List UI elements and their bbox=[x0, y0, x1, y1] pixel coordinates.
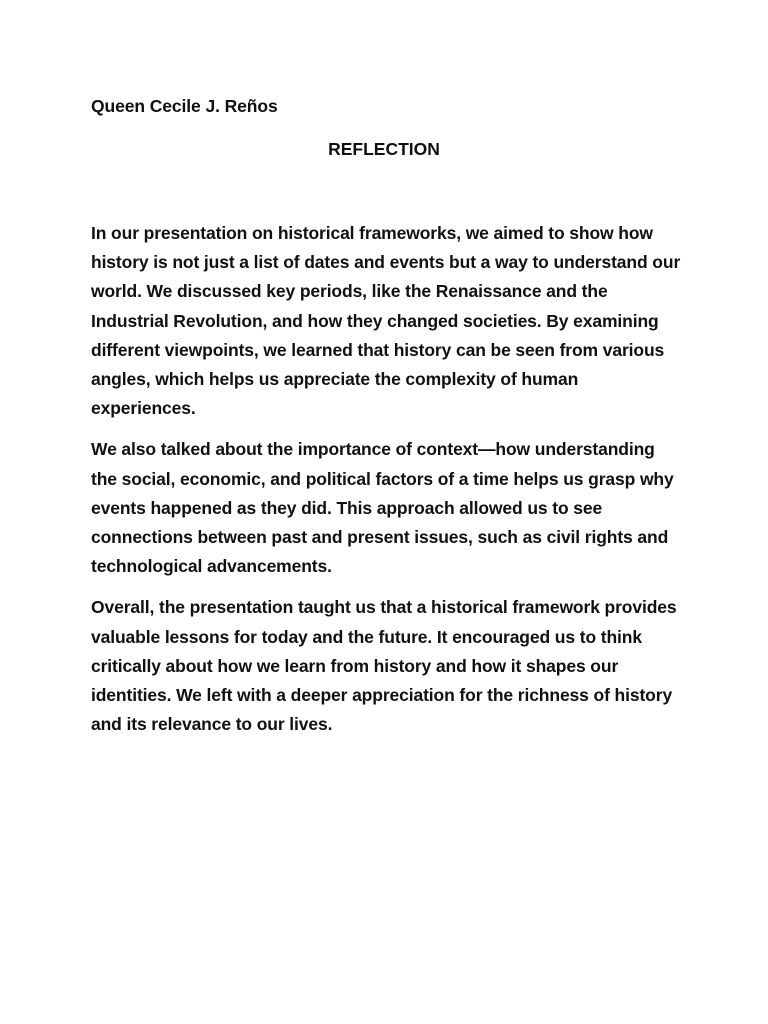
document-body bbox=[91, 219, 681, 751]
author-name: Queen Cecile J. Reños bbox=[91, 96, 278, 116]
paragraph-2: We also talked about the importance of context—how understanding the social, economic, and political factors of a time helps us grasp why events happened as they did. This approach allowed us to see connections between past and present issues, such as civil rights and technological advancements. bbox=[91, 439, 674, 577]
document-title: REFLECTION bbox=[328, 139, 440, 159]
paragraph-1: In our presentation on historical frameworks, we aimed to show how history is not just a list of dates and events but a way to understand our world. We discussed key periods, like the Renaissance and the Industrial Revolution, and how they changed societies. By examining different viewpoints, we learned that history can be seen from various angles, which helps us appreciate the complexity of human experiences. bbox=[91, 223, 681, 419]
paragraph-3: Overall, the presentation taught us that a historical framework provides valuable lessons for today and the future. It encouraged us to think critically about how we learn from history and how it shapes our identities. We left with a deeper appreciation for the richness of history and its relevance to our lives. bbox=[91, 597, 677, 735]
